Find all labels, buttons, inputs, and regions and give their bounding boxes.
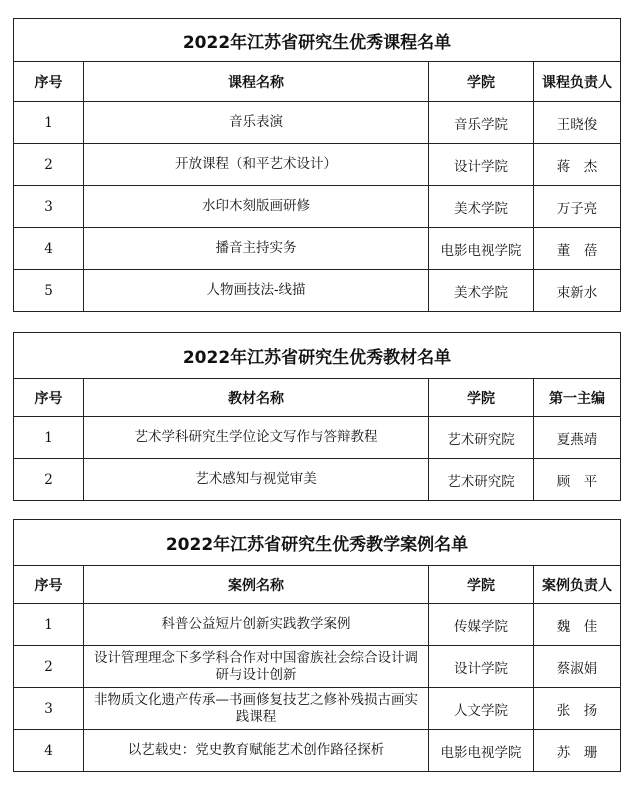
cell-index: 1 — [14, 417, 84, 459]
cell-index: 5 — [14, 270, 84, 312]
cell-name: 科普公益短片创新实践教学案例 — [84, 604, 429, 646]
cell-index: 4 — [14, 228, 84, 270]
header-name: 教材名称 — [84, 379, 429, 417]
cell-index: 1 — [14, 102, 84, 144]
cell-name: 设计管理理念下多学科合作对中国畲族社会综合设计调研与设计创新 — [84, 646, 429, 688]
table-row — [14, 270, 621, 312]
cell-person: 董 蓓 — [534, 228, 621, 270]
cell-index: 4 — [14, 730, 84, 772]
cell-index: 2 — [14, 144, 84, 186]
table-row — [14, 144, 621, 186]
cell-index: 2 — [14, 646, 84, 688]
cell-name: 艺术感知与视觉审美 — [84, 459, 429, 501]
course-list-table — [13, 18, 621, 312]
cell-college: 音乐学院 — [429, 102, 534, 144]
cell-name: 音乐表演 — [84, 102, 429, 144]
cell-college: 电影电视学院 — [429, 730, 534, 772]
header-college: 学院 — [429, 62, 534, 102]
cell-college: 美术学院 — [429, 186, 534, 228]
header-index: 序号 — [14, 62, 84, 102]
table-row — [14, 228, 621, 270]
cell-person: 张 扬 — [534, 688, 621, 730]
header-name: 课程名称 — [84, 62, 429, 102]
cell-person: 苏 珊 — [534, 730, 621, 772]
cell-person: 顾 平 — [534, 459, 621, 501]
textbook-list-table — [13, 332, 621, 501]
table-row — [14, 730, 621, 772]
cell-index: 1 — [14, 604, 84, 646]
table-row — [14, 688, 621, 730]
cell-college: 美术学院 — [429, 270, 534, 312]
cell-college: 传媒学院 — [429, 604, 534, 646]
header-index: 序号 — [14, 379, 84, 417]
cell-person: 蒋 杰 — [534, 144, 621, 186]
cell-index: 3 — [14, 688, 84, 730]
header-person: 课程负责人 — [534, 62, 621, 102]
header-college: 学院 — [429, 566, 534, 604]
cell-person: 王晓俊 — [534, 102, 621, 144]
table-row — [14, 102, 621, 144]
header-name: 案例名称 — [84, 566, 429, 604]
cell-person: 夏燕靖 — [534, 417, 621, 459]
cell-college: 设计学院 — [429, 646, 534, 688]
header-college: 学院 — [429, 379, 534, 417]
table-title: 2022年江苏省研究生优秀课程名单 — [14, 19, 621, 62]
table-title: 2022年江苏省研究生优秀教材名单 — [14, 333, 621, 379]
cell-person: 束新水 — [534, 270, 621, 312]
table-row — [14, 646, 621, 688]
cell-index: 2 — [14, 459, 84, 501]
cell-college: 艺术研究院 — [429, 417, 534, 459]
cell-name: 人物画技法-线描 — [84, 270, 429, 312]
header-index: 序号 — [14, 566, 84, 604]
cell-person: 魏 佳 — [534, 604, 621, 646]
cell-college: 艺术研究院 — [429, 459, 534, 501]
table-title: 2022年江苏省研究生优秀教学案例名单 — [14, 520, 621, 566]
cell-college: 人文学院 — [429, 688, 534, 730]
cell-person: 万子亮 — [534, 186, 621, 228]
header-person: 案例负责人 — [534, 566, 621, 604]
cell-name: 非物质文化遗产传承—书画修复技艺之修补残损古画实践课程 — [84, 688, 429, 730]
cell-name: 以艺载史：党史教育赋能艺术创作路径探析 — [84, 730, 429, 772]
cell-person: 蔡淑娟 — [534, 646, 621, 688]
cell-name: 艺术学科研究生学位论文写作与答辩教程 — [84, 417, 429, 459]
table-row — [14, 459, 621, 501]
cell-name: 水印木刻版画研修 — [84, 186, 429, 228]
table-row — [14, 417, 621, 459]
cell-name: 开放课程（和平艺术设计） — [84, 144, 429, 186]
header-person: 第一主编 — [534, 379, 621, 417]
table-row — [14, 604, 621, 646]
cell-index: 3 — [14, 186, 84, 228]
cell-name: 播音主持实务 — [84, 228, 429, 270]
cell-college: 电影电视学院 — [429, 228, 534, 270]
teaching-case-list-table — [13, 519, 621, 772]
table-row — [14, 186, 621, 228]
cell-college: 设计学院 — [429, 144, 534, 186]
